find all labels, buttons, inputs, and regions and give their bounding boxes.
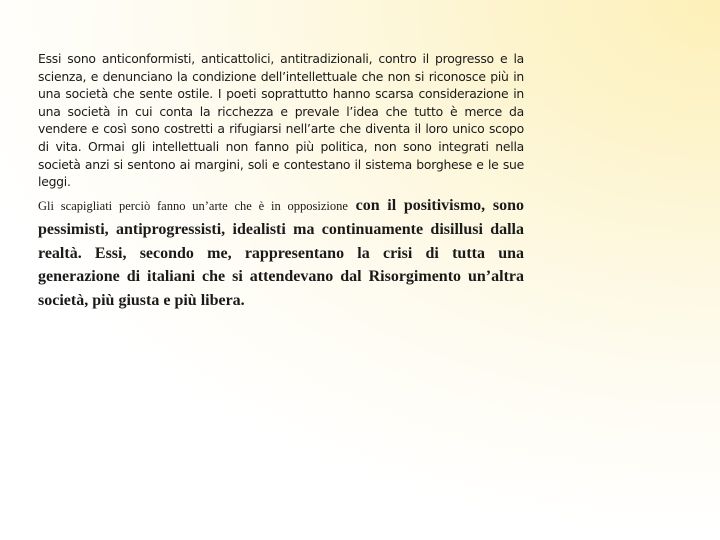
paragraph-scapigliati-rest: con il positivismo, sono pessimisti, antiprogressisti, idealisti ma continuamente disillusi dalla realtà. Essi, secondo me, rappresentano la crisi di tutta una generazione di italiani che si attendevano dal Risorgimento un’altra società, più giusta e più libera. [38, 196, 524, 309]
paragraph-scapigliati-lead: Gli scapigliati perciò fanno un’arte che è in opposizione [38, 198, 348, 213]
paragraph-anticonformisti: Essi sono anticonformisti, anticattolici, antitradizionali, contro il progresso e la scienza, e denunciano la condizione dell’intellettuale che non si riconosce più in una società che sente ostile. I poeti soprattutto hanno scarsa considerazione in una società in cui conta la ricchezza e prevale l’idea che tutto è merce da vendere e così sono costretti a rifugiarsi nell’arte che diventa il loro unico scopo di vita. Ormai gli intellettuali non fanno più politica, non sono integrati nella società anzi si sentono ai margini, soli e contestano il sistema borghese e le sue leggi. [38, 51, 524, 190]
paragraph-scapigliati [38, 194, 524, 313]
text-block [38, 50, 524, 312]
